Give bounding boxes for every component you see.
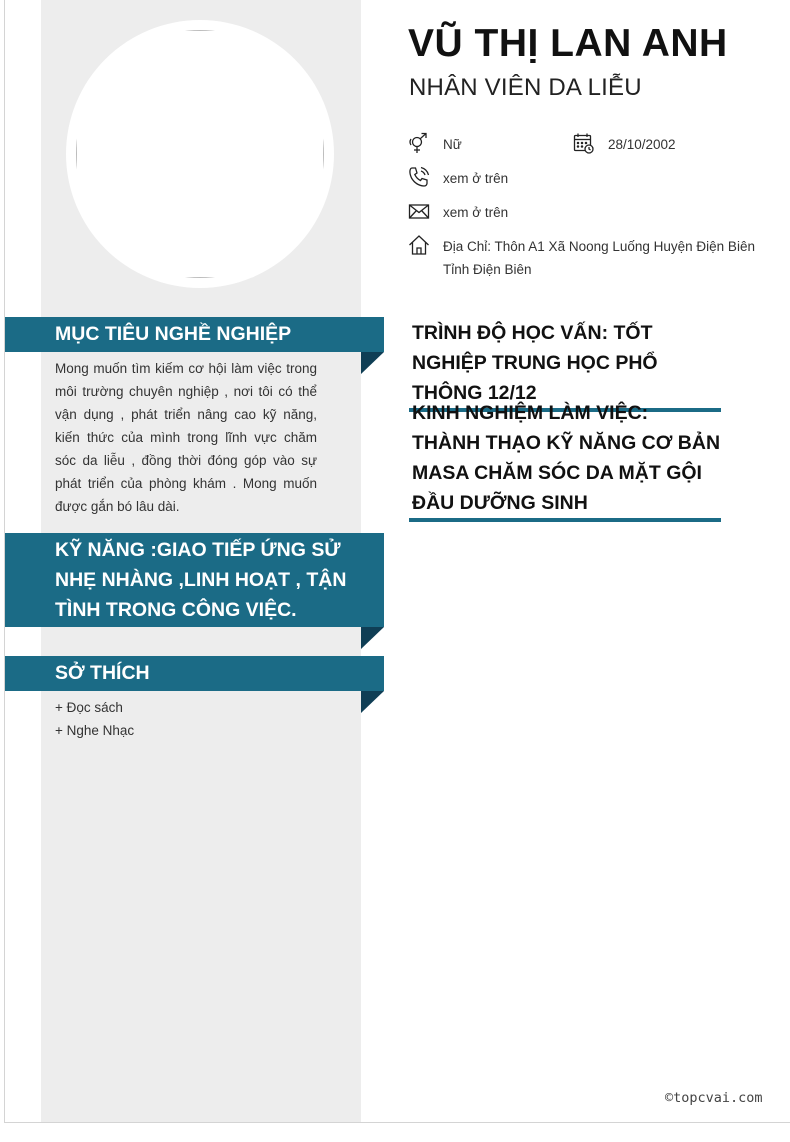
gender-icon [408, 132, 430, 154]
banner-fold [361, 691, 384, 713]
objective-text: Mong muốn tìm kiếm cơ hội làm việc trong môi trường chuyên nghiệp , nơi tôi có thể vận dụng , phát triển nâng cao kỹ năng, kiến thức của mình trong lĩnh vực chăm sóc da liễu , đồng thời đóng góp vào sự phát triển của phòng khám . Mong muốn được gắn bó lâu dài. [55, 361, 317, 514]
section-title-experience: KINH NGHIỆM LÀM VIỆC: THÀNH THẠO KỸ NĂNG CƠ BẢN MASA CHĂM SÓC DA MẶT GỘI ĐẦU DƯỠNG SINH [409, 398, 721, 522]
section-title-education: TRÌNH ĐỘ HỌC VẤN: TỐT NGHIỆP TRUNG HỌC PHỔ THÔNG 12/12 [409, 318, 721, 412]
address-value [443, 235, 773, 281]
avatar[interactable] [76, 30, 324, 278]
email-value: xem ở trên [443, 205, 509, 220]
hobby-item: + Đọc sách [55, 700, 123, 715]
section-title-objective: MỤC TIÊU NGHỀ NGHIỆP [5, 317, 384, 352]
hobby-item: + Nghe Nhạc [55, 723, 135, 738]
candidate-position: NHÂN VIÊN DA LIỄU [409, 74, 642, 101]
phone-value: xem ở trên [443, 171, 509, 186]
cv-page [4, 0, 790, 1123]
section-title-hobbies: SỞ THÍCH [5, 656, 384, 691]
gender-value: Nữ [443, 137, 462, 152]
phone-icon [408, 166, 430, 188]
banner-fold [361, 627, 384, 649]
hobby-list [55, 696, 317, 742]
watermark: ©topcvai.com [665, 1090, 763, 1106]
address-line: Tỉnh Điện Biên [443, 262, 532, 277]
envelope-icon [408, 200, 430, 222]
calendar-icon [573, 132, 595, 154]
section-title-skills: KỸ NĂNG :GIAO TIẾP ỨNG SỬ NHẸ NHÀNG ,LINH HOẠT , TẬN TÌNH TRONG CÔNG VIỆC. [5, 533, 384, 627]
address-line: Địa Chỉ: Thôn A1 Xã Noong Luống Huyện Điện Biên [443, 239, 755, 254]
birthdate-value: 28/10/2002 [608, 137, 676, 152]
candidate-name: VŨ THỊ LAN ANH [408, 22, 728, 65]
avatar-photo [76, 30, 324, 278]
home-icon [408, 234, 430, 256]
banner-fold [361, 352, 384, 374]
